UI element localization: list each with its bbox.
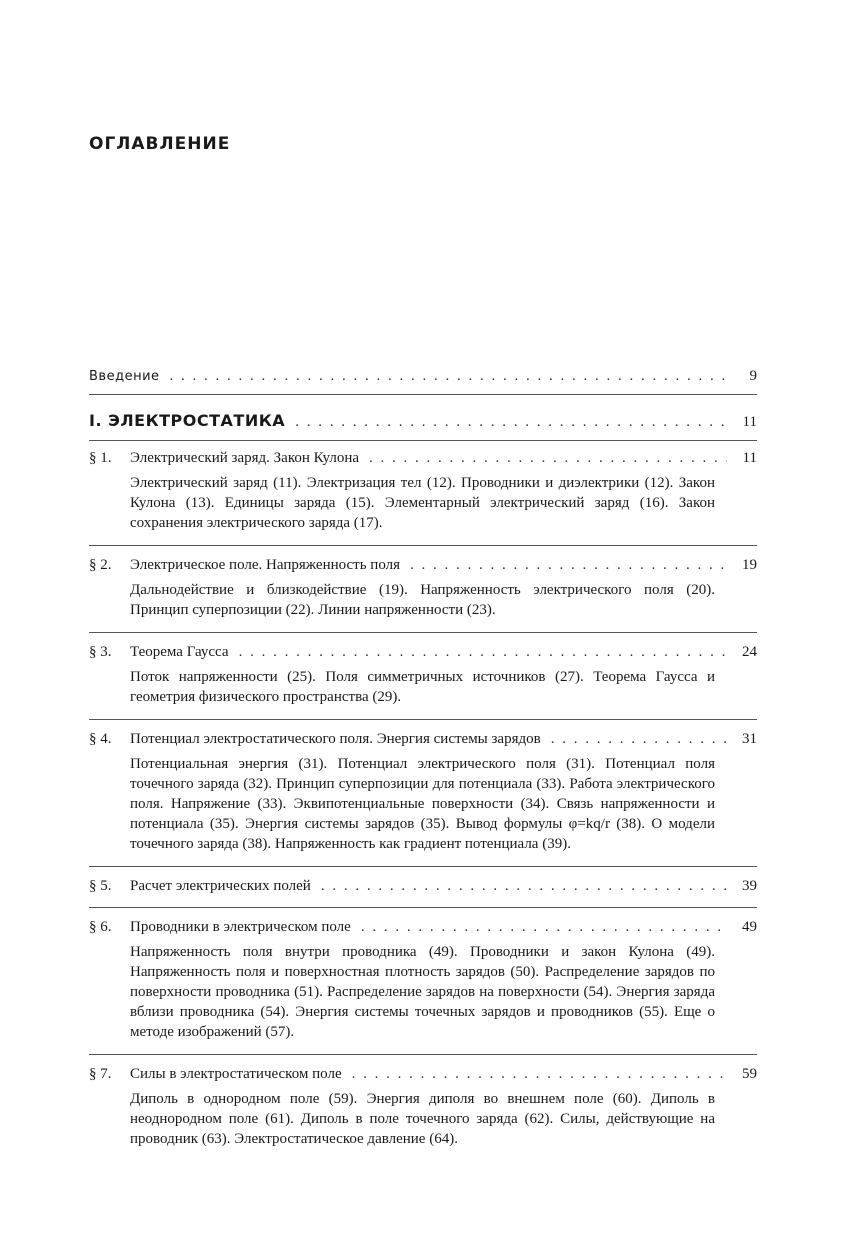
section-description: Дальнодействие и близкодействие (19). Напряженность электрического поля (20). Принцип суперпозиции (22). Линии напряженности (23). bbox=[130, 582, 715, 618]
toc-section-heading[interactable] bbox=[89, 919, 757, 936]
toc-section-heading[interactable] bbox=[89, 450, 757, 467]
section-number: § 1. bbox=[89, 450, 112, 466]
section-number: § 5. bbox=[89, 878, 112, 894]
section-number: § 7. bbox=[89, 1066, 112, 1082]
part-label: I. ЭЛЕКТРОСТАТИКА bbox=[89, 411, 286, 430]
section-title: Потенциал электростатического поля. Энергия системы зарядов bbox=[130, 731, 541, 747]
dot-leader bbox=[239, 644, 727, 661]
section-number: § 3. bbox=[89, 644, 112, 660]
toc-section-heading[interactable] bbox=[89, 557, 757, 574]
section-page-number: 59 bbox=[742, 1066, 757, 1082]
dot-leader bbox=[369, 450, 727, 467]
toc-section bbox=[89, 731, 757, 867]
divider bbox=[89, 907, 757, 908]
divider bbox=[89, 866, 757, 867]
section-title: Проводники в электрическом поле bbox=[130, 919, 351, 935]
toc-section bbox=[89, 557, 757, 633]
toc-section bbox=[89, 878, 757, 908]
divider bbox=[89, 545, 757, 546]
toc-section bbox=[89, 644, 757, 720]
entry-page-number: 9 bbox=[749, 368, 757, 384]
section-description: Диполь в однородном поле (59). Энергия диполя во внешнем поле (60). Диполь в неоднородном поле (61). Диполь в поле точечного заряда (62). Силы, действующие на проводник (63). Электростатическое давление (64). bbox=[130, 1091, 715, 1147]
dot-leader bbox=[361, 919, 727, 936]
section-title: Силы в электростатическом поле bbox=[130, 1066, 342, 1082]
dot-leader bbox=[295, 414, 727, 431]
section-number: § 2. bbox=[89, 557, 112, 573]
section-title: Электрическое поле. Напряженность поля bbox=[130, 557, 401, 573]
section-number: § 4. bbox=[89, 731, 112, 747]
table-of-contents bbox=[89, 368, 757, 1149]
toc-section-heading[interactable] bbox=[89, 878, 757, 895]
divider bbox=[89, 440, 757, 441]
dot-leader bbox=[551, 731, 727, 748]
section-title: Теорема Гаусса bbox=[130, 644, 229, 660]
section-page-number: 49 bbox=[742, 919, 757, 935]
toc-section bbox=[89, 1066, 757, 1149]
section-title: Электрический заряд. Закон Кулона bbox=[130, 450, 360, 466]
entry-label: Введение bbox=[89, 369, 160, 384]
toc-section-heading[interactable] bbox=[89, 1066, 757, 1083]
divider bbox=[89, 632, 757, 633]
divider bbox=[89, 1054, 757, 1055]
section-page-number: 19 bbox=[742, 557, 757, 573]
toc-section bbox=[89, 919, 757, 1055]
section-description: Поток напряженности (25). Поля симметричных источников (27). Теорема Гаусса и геометрия физического пространства (29). bbox=[130, 669, 715, 705]
section-list bbox=[89, 450, 757, 1149]
section-page-number: 24 bbox=[742, 644, 757, 660]
section-description: Электрический заряд (11). Электризация тел (12). Проводники и диэлектрики (12). Закон Кулона (13). Единицы заряда (15). Элементарный электрический заряд (16). Закон сохранения электрического заряда (17). bbox=[130, 475, 715, 531]
section-page-number: 31 bbox=[742, 731, 757, 747]
entry-page-number: 11 bbox=[742, 414, 757, 430]
dot-leader bbox=[170, 368, 727, 385]
dot-leader bbox=[352, 1066, 727, 1083]
section-page-number: 11 bbox=[742, 450, 757, 466]
divider bbox=[89, 394, 757, 395]
section-page-number: 39 bbox=[742, 878, 757, 894]
toc-entry-introduction[interactable] bbox=[89, 368, 757, 385]
section-title: Расчет электрических полей bbox=[130, 878, 311, 894]
dot-leader bbox=[410, 557, 727, 574]
section-number: § 6. bbox=[89, 919, 112, 935]
toc-section-heading[interactable] bbox=[89, 644, 757, 661]
dot-leader bbox=[321, 878, 727, 895]
page-title: ОГЛАВЛЕНИЕ bbox=[89, 134, 231, 154]
section-description: Напряженность поля внутри проводника (49). Проводники и закон Кулона (49). Напряженность поля и поверхностная плотность зарядов (50). Распределение зарядов по поверхности проводника (51). Распределение зарядов на поверхности (54). Энергия заряда вблизи проводника (54). Энергия системы точечных зарядов и проводников (55). Еще о методе изображений (57). bbox=[130, 944, 715, 1040]
toc-section-heading[interactable] bbox=[89, 731, 757, 748]
section-description: Потенциальная энергия (31). Потенциал электрического поля (31). Потенциал поля точечного заряда (32). Принцип суперпозиции для потенциала (33). Работа электрического поля. Напряжение (33). Эквипотенциальные поверхности (34). Связь напряженности и потенциала (35). Энергия системы зарядов (35). Вывод формулы φ=kq/r (38). О модели точечного заряда (38). Напряженность как градиент потенциала (39). bbox=[130, 756, 715, 852]
divider bbox=[89, 719, 757, 720]
toc-entry-part-1[interactable] bbox=[89, 411, 757, 431]
toc-section bbox=[89, 450, 757, 546]
